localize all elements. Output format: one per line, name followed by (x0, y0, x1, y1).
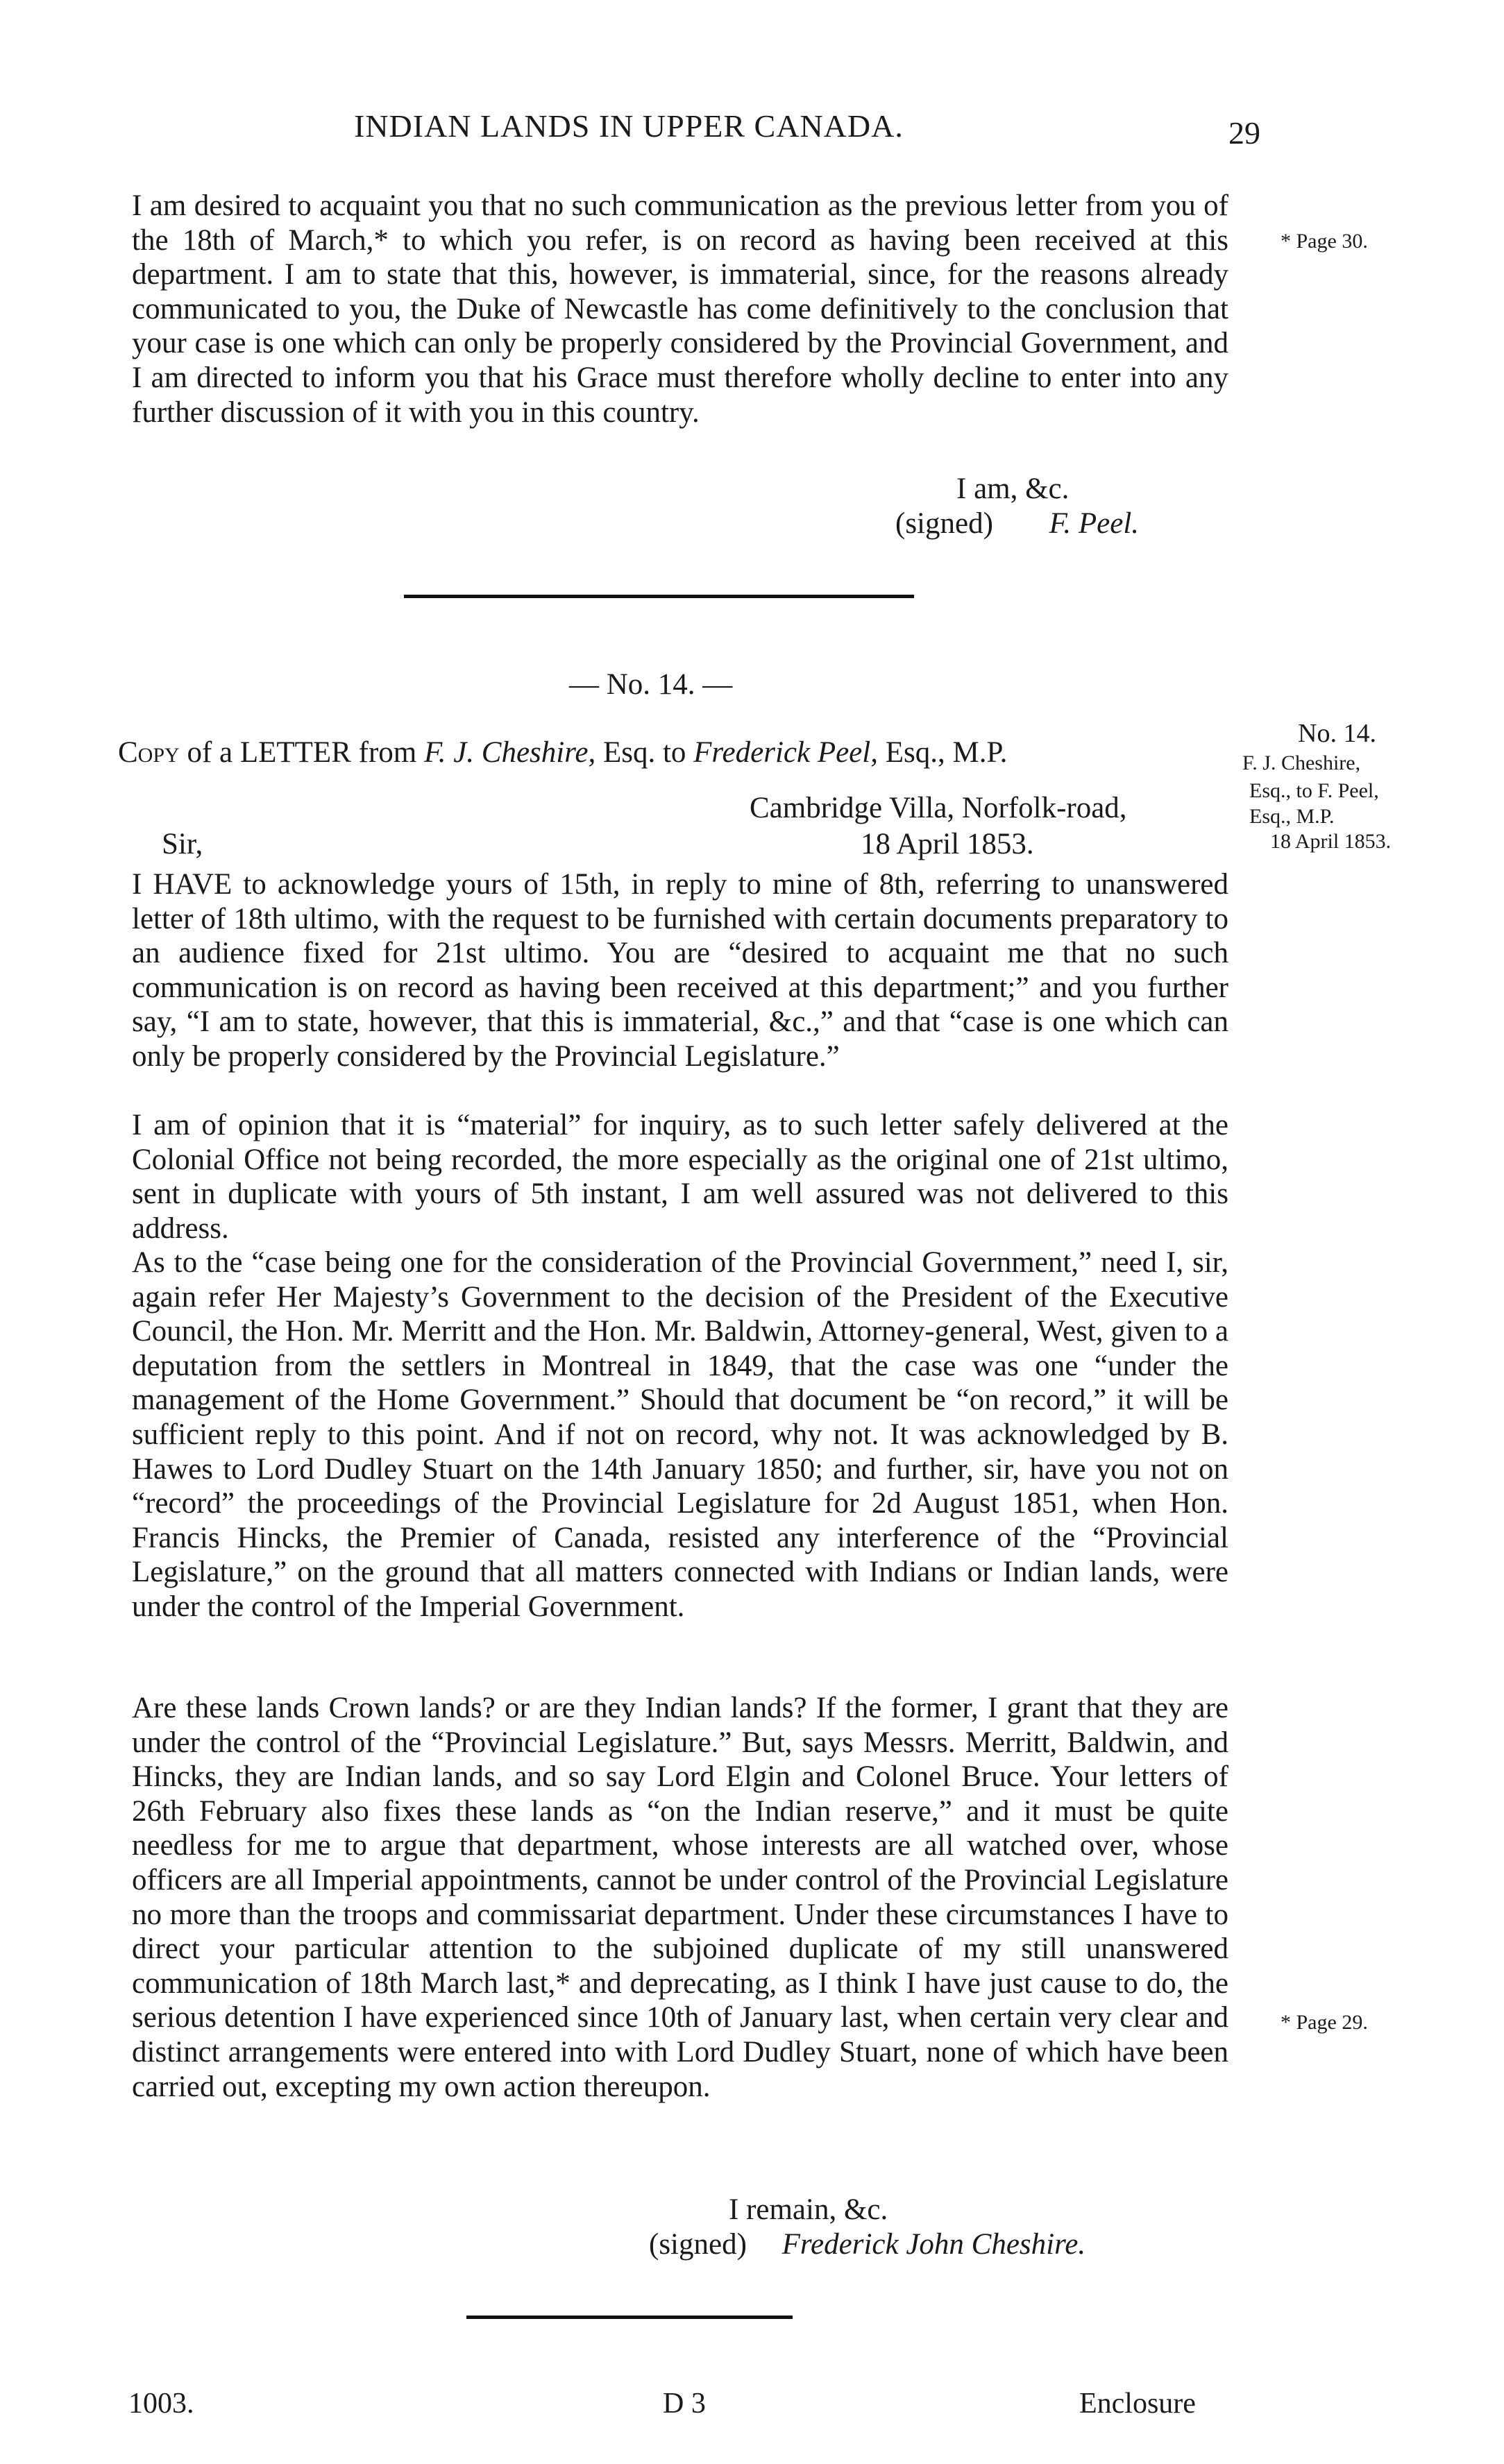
sig2-name: Frederick John Cheshire. (781, 2228, 1086, 2261)
footer-signature: D 3 (663, 2388, 706, 2420)
margin-note-esq: Esq., M.P. (1249, 805, 1335, 828)
bottom-rule (466, 2316, 793, 2319)
paragraph-2-lead: I HAVE (132, 868, 233, 901)
margin-note-no14: No. 14. (1298, 719, 1376, 748)
letter-heading-esq2: Esq., M.P. (885, 736, 1008, 769)
salutation: Sir, (162, 828, 203, 860)
page-number: 29 (1228, 115, 1260, 151)
footer-catchword: Enclosure (1079, 2388, 1196, 2420)
paragraph-1: I am desired to acquaint you that no such communication as the previous letter from you of the 18th of March,* to which you refer, is on record as having been received at this department. I am to state that this, however, is immaterial, since, for the reasons already communicated to you, the Duke of Newcastle has come definitively to the conclusion that your case is one which can only be properly considered by the Provincial Government, and I am directed to inform you that his Grace must therefore wholly decline to enter into any further discussion of it with you in this country. (132, 189, 1228, 429)
margin-note-author: F. J. Cheshire, (1242, 751, 1361, 774)
address-date: 18 April 1853. (861, 828, 1034, 860)
margin-note-page-29: * Page 29. (1281, 2011, 1368, 2034)
paragraph-5: Are these lands Crown lands? or are they Indian lands? If the former, I grant that they are under the control of the “Provincial Legislature.” But, says Messrs. Merritt, Baldwin, and Hincks, they are Indian lands, and so say Lord Elgin and Colonel Bruce. Your letters of 26th February also fixes these lands as “on the Indian reserve,” and it must be quite needless for me to argue that department, whose interests are all watched over, whose officers are all Imperial appointments, cannot be under control of the Provincial Legislature no more than the troops and commissariat department. Under these circumstances I have to direct your particular attention to the subjoined duplicate of my still unanswered communication of 18th March last,* and deprecating, as I think I have just cause to do, the serious detention I have experienced since 10th of January last, when certain very clear and distinct arrangements were entered into with Lord Dudley Stuart, none of which have been carried out, excepting my own action thereupon. (132, 1692, 1228, 2103)
sig1-name: F. Peel. (1049, 507, 1140, 540)
sig1-signed-label: (signed) (895, 507, 993, 540)
letter-heading-esq1: Esq. to (602, 736, 686, 769)
divider-rule (404, 595, 914, 598)
paragraph-2 (132, 867, 1228, 1074)
paragraph-4: As to the “case being one for the consideration of the Provincial Government,” need I, sir, again refer Her Majesty’s Government to the decision of the President of the Executive Council, the Hon. Mr. Merritt and the Hon. Mr. Baldwin, Attorney-general, West, given to a deputation from the settlers in Montreal in 1849, that the case was one “under the management of the Home Government.” Should that document be “on record,” it will be sufficient reply to this point. And if not on record, why not. It was acknowledged by B. Hawes to Lord Dudley Stuart on the 14th January 1850; and further, sir, have you not on “record” the proceedings of the Provincial Legislature for 2d August 1851, when Hon. Francis Hincks, the Premier of Canada, resisted any interference of the “Provincial Legislature,” on the ground that all matters connected with Indians or Indian lands, were under the control of the Imperial Government. (132, 1246, 1228, 1623)
paragraph-3: I am of opinion that it is “material” for inquiry, as to such letter safely delivered at the Colonial Office not being recorded, the more especially as the original one of 21st ultimo, sent in duplicate with yours of 5th instant, I am well assured was not delivered to this address. (132, 1109, 1228, 1245)
address-line-1: Cambridge Villa, Norfolk-road, (750, 792, 1127, 824)
margin-note-page-30: * Page 30. (1281, 230, 1368, 253)
margin-note-date: 18 April 1853. (1270, 830, 1392, 853)
letter-number-heading: — No. 14. — (569, 668, 733, 701)
sig1-closing: I am, &c. (956, 473, 1070, 505)
letter-heading-recipient: Frederick Peel, (693, 736, 878, 769)
letter-heading-author: F. J. Cheshire, (423, 736, 596, 769)
running-head: INDIAN LANDS IN UPPER CANADA. (354, 108, 904, 144)
paragraph-2-body: to acknowledge yours of 15th, in reply to mine of 8th, referring to unanswered letter of 18th ultimo, with the request to be furnished with certain documents preparatory to an audience fixed for 21st ultimo. You are “desired to acquaint me that no such communication is on record as having been received at this department;” and you further say, “I am to state, however, that this is immaterial, &c.,” and that “case is one which can only be properly considered by the Provincial Legislature.” (132, 868, 1229, 1073)
margin-note-to: Esq., to F. Peel, (1249, 779, 1379, 802)
footer-number: 1003. (128, 2388, 194, 2420)
sig1-signed (895, 507, 1139, 541)
sig2-signed-label: (signed) (649, 2228, 747, 2261)
sig2-signed (649, 2227, 1085, 2261)
letter-heading-of-a: of a (187, 736, 233, 769)
letter-heading-letter: LETTER (239, 736, 351, 769)
sig2-closing: I remain, &c. (729, 2193, 888, 2226)
letter-heading-from: from (358, 736, 417, 769)
letter-heading-copy: Copy (118, 736, 180, 769)
letter-heading (118, 736, 1007, 770)
